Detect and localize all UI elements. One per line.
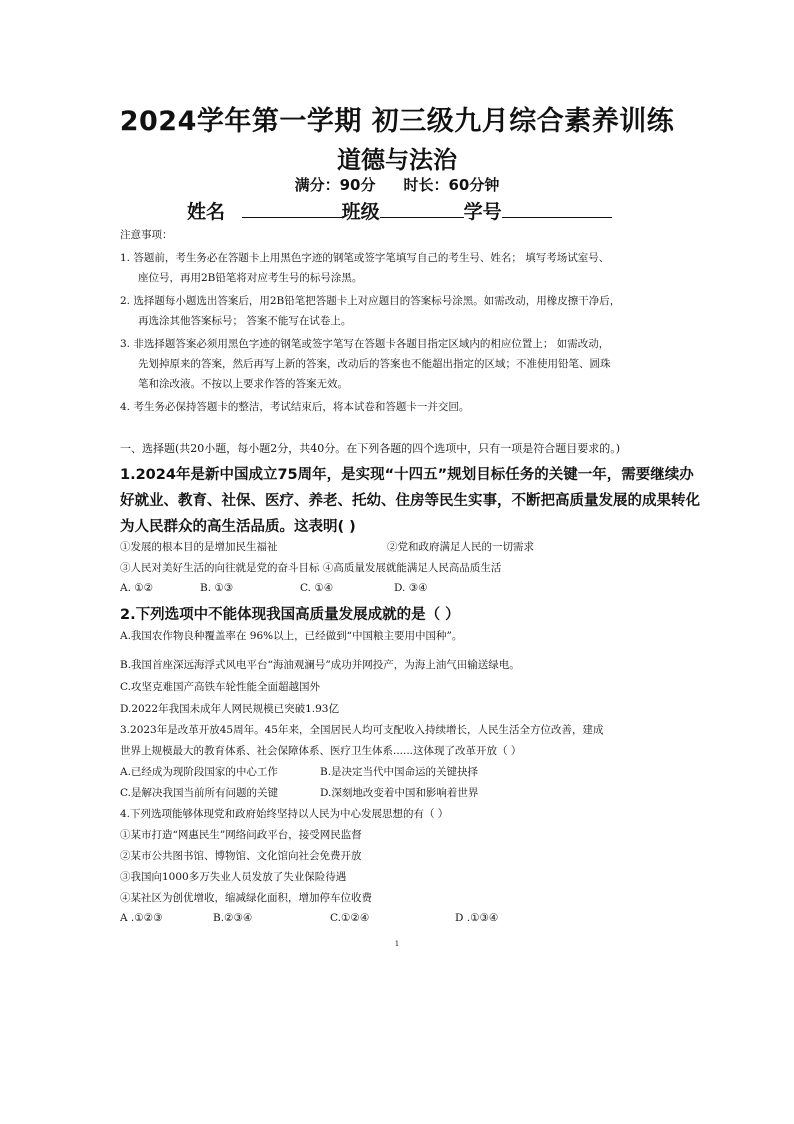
class-label: 班级: [341, 201, 380, 223]
question-3-option[interactable]: C.是解决我国当前所有问题的关键: [120, 787, 278, 799]
exam-duration: 时长：60分钟: [403, 176, 500, 194]
notice-line: 座位号，再用2B铅笔将对应考生号的标号涂黑。: [138, 272, 363, 284]
choice-d[interactable]: D. ③④: [394, 582, 428, 594]
choice-c[interactable]: C.①②④: [330, 912, 370, 924]
choice-c[interactable]: C. ①④: [300, 582, 334, 594]
question-1-choices: [120, 582, 428, 594]
notice-line: 先划掉原来的答案，然后再写上新的答案，改动后的答案也不能超出指定的区域；不准使用铅笔、圆珠: [138, 358, 611, 370]
choice-a[interactable]: A .①②③: [120, 912, 163, 924]
question-4-stem: 4.下列选项能够体现党和政府始终坚持以人民为中心发展思想的有（ ）: [120, 808, 449, 820]
notice-line: 1. 答题前，考生务必在答题卡上用黑色字迹的钢笔或签字笔填写自己的考生号、姓名； 填写考场试室号、: [120, 252, 610, 264]
id-label: 学号: [463, 201, 502, 223]
subject-title: 道德与法治: [337, 146, 457, 174]
question-4-statement: ②某市公共图书馆、博物馆、文化馆向社会免费开放: [120, 850, 362, 862]
question-3-option[interactable]: A.已经成为现阶段国家的中心工作: [120, 766, 278, 778]
notice-heading: 注意事项：: [120, 229, 173, 241]
question-4-statement: ①某市打造“网惠民生”网络问政平台，接受网民监督: [120, 829, 362, 841]
question-4-choices: [120, 912, 498, 924]
choice-d[interactable]: D .①③④: [455, 912, 499, 924]
question-3-stem: 世界上规模最大的教育体系、社会保障体系、医疗卫生体系......这体现了改革开放（ ）: [120, 745, 522, 757]
question-1-stem: 为人民群众的高生活品质。这表明( ): [120, 519, 356, 535]
question-1-stem: 好就业、教育、社保、医疗、养老、托幼、住房等民生实事，不断把高质量发展的成果转化: [120, 493, 700, 509]
class-blank[interactable]: [380, 199, 464, 218]
notice-line: 再选涂其他答案标号； 答案不能写在试卷上。: [138, 315, 352, 327]
choice-b[interactable]: B.②③④: [213, 912, 253, 924]
question-1-statement: ①发展的根本目的是增加民生福祉: [120, 541, 278, 553]
page-number: 1: [394, 940, 400, 948]
exam-title: 2024学年第一学期 初三级九月综合素养训练: [119, 106, 675, 137]
question-1-statement: ③人民对美好生活的向往就是党的奋斗目标 ④高质量发展就能满足人民高品质生活: [120, 562, 502, 574]
question-2-option[interactable]: C.攻坚克难国产高铁车轮性能全面超越国外: [120, 681, 320, 693]
question-2-option[interactable]: D.2022年我国未成年人网民规模已突破1.93亿: [120, 703, 339, 715]
choice-b[interactable]: B. ①③: [200, 582, 234, 594]
choice-a[interactable]: A. ①②: [120, 582, 154, 594]
notice-line: 笔和涂改液。不按以上要求作答的答案无效。: [138, 378, 348, 390]
notice-line: 2. 选择题每小题选出答案后，用2B铅笔把答题卡上对应题目的答案标号涂黑。如需改动，用橡皮擦干净后，: [120, 295, 621, 307]
name-label: 姓名: [187, 201, 226, 223]
notice-line: 3. 非选择题答案必须用黑色字迹的钢笔或签字笔写在答题卡各题目指定区域内的相应位置上； 如需改动，: [120, 338, 610, 350]
question-3-option[interactable]: D.深刻地改变着中国和影响着世界: [320, 787, 479, 799]
question-4-statement: ③我国向1000多万失业人员发放了失业保险待遇: [120, 871, 347, 883]
exam-meta: [0, 174, 794, 195]
student-info: [187, 197, 612, 224]
id-blank[interactable]: [502, 199, 612, 218]
notice-line: 4. 考生务必保持答题卡的整洁，考试结束后，将本试卷和答题卡一并交回。: [120, 401, 470, 413]
section-heading: 一、选择题(共20小题，每小题2分，共40分。在下列各题的四个选项中，只有一项是符合题目要求的。): [120, 442, 621, 455]
question-2-option[interactable]: A.我国农作物良种覆盖率在 96%以上，已经做到“中国粮主要用中国种”。: [120, 630, 463, 642]
question-2-option[interactable]: B.我国首座深远海浮式风电平台“海油观澜号”成功并网投产，为海上油气田输送绿电。: [120, 659, 520, 671]
question-2-stem: 2.下列选项中不能体现我国高质量发展成就的是（ ）: [120, 607, 460, 623]
question-3-option[interactable]: B.是决定当代中国命运的关键抉择: [320, 766, 479, 778]
question-1-stem: 1.2024年是新中国成立75周年，是实现“十四五”规划目标任务的关键一年，需要继续办: [120, 467, 694, 483]
question-3-stem: 3.2023年是改革开放45周年。45年来，全国居民人均可支配收入持续增长，人民生活全方位改善，建成: [120, 724, 604, 736]
question-4-statement: ④某社区为创优增收，缩减绿化面积，增加停车位收费: [120, 892, 372, 904]
full-score: 满分：90分: [294, 176, 376, 194]
name-blank[interactable]: [242, 199, 342, 218]
question-1-statement: ②党和政府满足人民的一切需求: [387, 541, 534, 553]
